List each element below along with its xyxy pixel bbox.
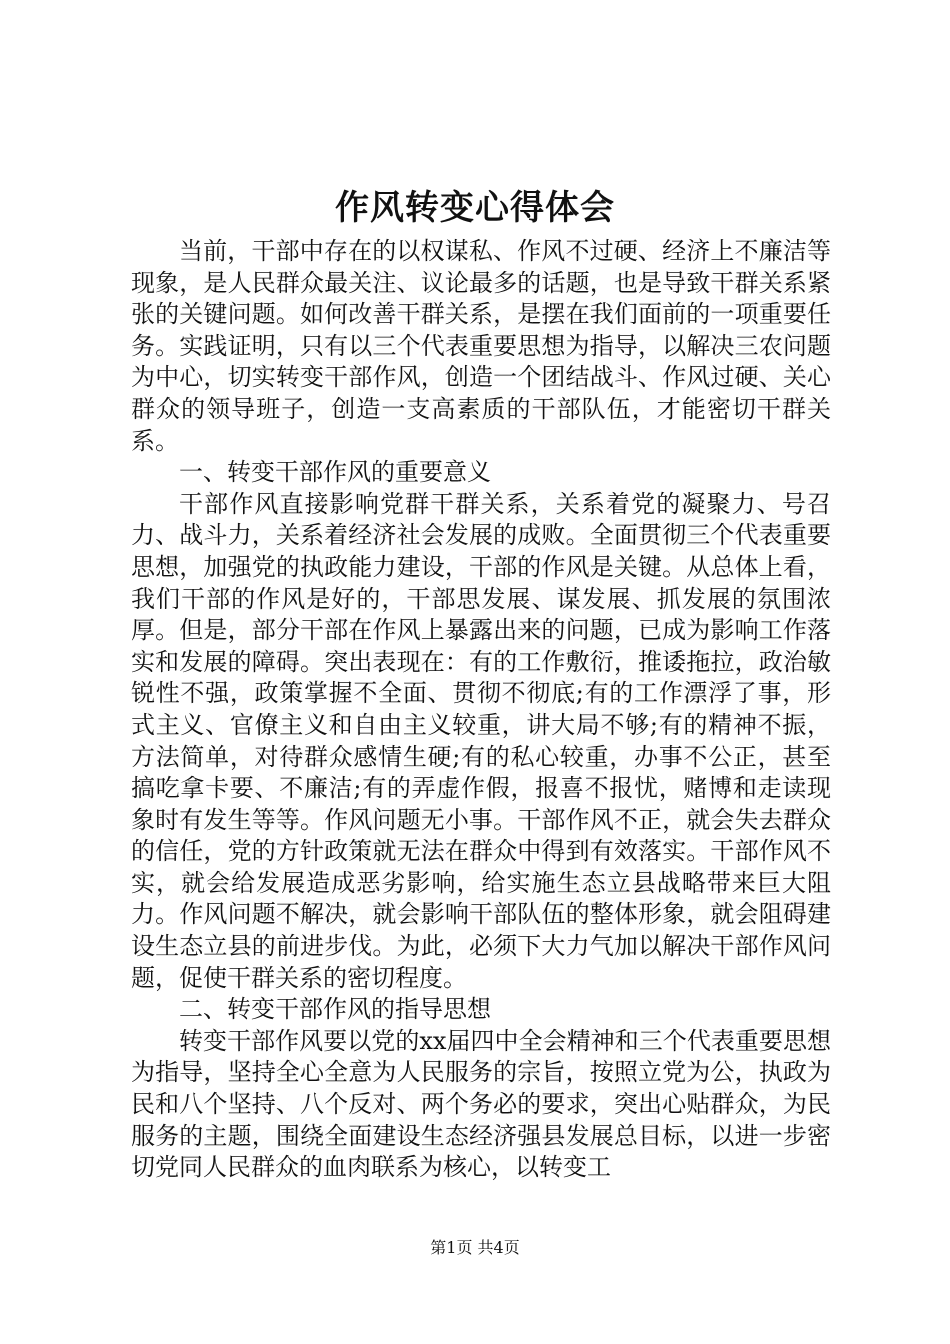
paragraph-section-2: 转变干部作风要以党的xx届四中全会精神和三个代表重要思想为指导，坚持全心全意为人民服务的宗旨，按照立党为公，执政为民和八个坚持、八个反对、两个务必的要求，突出心贴群众，为民服务的主题，围绕全面建设生态经济强县发展总目标，以进一步密切党同人民群众的血肉联系为核心，以转变工 — [131, 1026, 831, 1182]
paragraph-intro: 当前，干部中存在的以权谋私、作风不过硬、经济上不廉洁等现象，是人民群众最关注、议论最多的话题，也是导致干群关系紧张的关键问题。如何改善干群关系，是摆在我们面前的一项重要任务。实践证明，只有以三个代表重要思想为指导，以解决三农问题为中心，切实转变干部作风，创造一个团结战斗、作风过硬、关心群众的领导班子，创造一支高素质的干部队伍，才能密切干群关系。 — [131, 237, 831, 455]
paragraph-section-1: 干部作风直接影响党群干群关系，关系着党的凝聚力、号召力、战斗力，关系着经济社会发展的成败。全面贯彻三个代表重要思想，加强党的执政能力建设，干部的作风是关键。从总体上看，我们干部的作风是好的，干部思发展、谋发展、抓发展的氛围浓厚。但是，部分干部在作风上暴露出来的问题，已成为影响工作落实和发展的障碍。突出表现在：有的工作敷衍，推诿拖拉，政治敏锐性不强，政策掌握不全面、贯彻不彻底;有的工作漂浮了事，形式主义、官僚主义和自由主义较重，讲大局不够;有的精神不振，方法简单，对待群众感情生硬;有的私心较重，办事不公正，甚至搞吃拿卡要、不廉洁;有的弄虚作假，报喜不报忧，赌博和走读现象时有发生等等。作风问题无小事。干部作风不正，就会失去群众的信任，党的方针政策就无法在群众中得到有效落实。干部作风不实，就会给发展造成恶劣影响，给实施生态立县战略带来巨大阻力。作风问题不解决，就会影响干部队伍的整体形象，就会阻碍建设生态立县的前进步伐。为此，必须下大力气加以解决干部作风问题，促使干群关系的密切程度。 — [131, 489, 831, 992]
page-footer: 第1页 共4页 — [430, 1238, 520, 1257]
document-title: 作风转变心得体会 — [335, 188, 615, 228]
document-body — [131, 236, 831, 1184]
section-heading-1: 一、转变干部作风的重要意义 — [179, 458, 491, 487]
section-heading-2: 二、转变干部作风的指导思想 — [179, 995, 491, 1024]
